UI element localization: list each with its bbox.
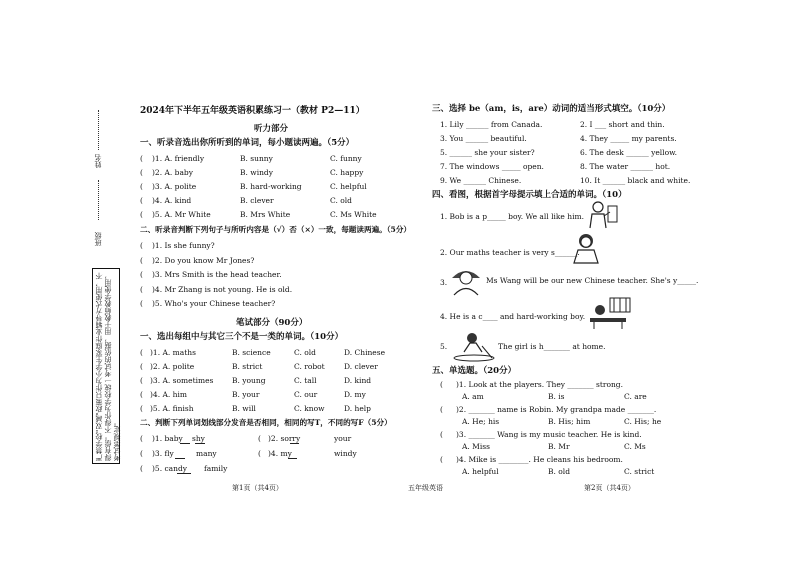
fill-item: 10. It ______ black and white. <box>580 176 691 185</box>
choice-b: B. His; him <box>548 417 591 426</box>
answer-paren: ( <box>258 434 261 443</box>
option-a: )4. A. him <box>150 390 187 399</box>
choice-b: B. old <box>548 467 570 476</box>
word: )4. my <box>268 449 292 458</box>
picture-sentence-num: 3. <box>440 278 448 287</box>
choice-b: B. is <box>548 392 565 401</box>
fill-item: 3. You ______ beautiful. <box>440 134 527 143</box>
question-stem: )3. _______ Wang is my music teacher. He is kind. <box>456 430 642 439</box>
answer-paren: ( <box>140 449 143 458</box>
option-d: D. clever <box>344 362 378 371</box>
option-b: B. sunny <box>240 154 273 163</box>
word: )5. candy <box>152 464 188 473</box>
option-c: C. old <box>294 348 316 357</box>
section4-heading: 二、判断下列单词划线部分发音是否相同，相同的写T，不同的写F（5分） <box>140 418 392 427</box>
answer-paren: ( <box>140 210 143 219</box>
option-c: C. our <box>294 390 318 399</box>
word: )2. sorry <box>268 434 301 443</box>
fill-item: 8. The water ______ hot. <box>580 162 671 171</box>
answer-paren: ( <box>440 430 443 439</box>
name-line <box>98 110 99 150</box>
option-b: B. windy <box>240 168 273 177</box>
option-a: )5. A. finish <box>150 404 194 413</box>
answer-paren: ( <box>140 376 143 385</box>
picture-sentence: 1. Bob is a p_____ boy. We all like him. <box>440 212 584 221</box>
answer-paren: ( <box>440 380 443 389</box>
option-a: )3. A. polite <box>152 182 197 191</box>
option-a: )1. A. maths <box>150 348 196 357</box>
option-c: C. helpful <box>330 182 367 191</box>
compare-word: many <box>196 449 217 458</box>
underline <box>177 473 191 474</box>
underline <box>288 458 297 459</box>
section5-heading: 三、选择 be（am，is，are）动词的适当形式填空。（10分） <box>432 104 671 114</box>
section3-heading: 一、选出每组中与其它三个不是一类的单词。（10分） <box>140 332 344 342</box>
written-heading: 笔试部分（90分） <box>236 318 308 328</box>
boy-desk-icon <box>588 296 632 330</box>
page-title: 2024年下半年五年级英语积累练习一（教材 P2—11） <box>140 106 365 116</box>
option-c: C. funny <box>330 154 362 163</box>
fill-item: 4. They _____ my parents. <box>580 134 677 143</box>
answer-paren: ( <box>140 270 143 279</box>
question-stem: )1. Look at the players. They _______ strong. <box>456 380 623 389</box>
boy-icon <box>584 200 618 230</box>
answer-paren: ( <box>140 154 143 163</box>
answer-paren: ( <box>140 241 143 250</box>
teacher-icon <box>570 232 604 264</box>
answer-paren: ( <box>140 168 143 177</box>
option-a: )2. A. polite <box>150 362 195 371</box>
picture-sentence-num: 5. <box>440 342 448 351</box>
underline <box>180 443 190 444</box>
answer-paren: ( <box>140 182 143 191</box>
statement: )2. Do you know Mr Jones? <box>152 256 255 265</box>
picture-sentence: 4. He is a c____ and hard-working boy. <box>440 312 586 321</box>
choice-c: C. are <box>624 392 647 401</box>
option-a: )5. A. Mr White <box>152 210 211 219</box>
question-stem: )2. _______ name is Robin. My grandpa made _______. <box>456 405 657 414</box>
option-b: B. clever <box>240 196 274 205</box>
picture-sentence: The girl is h_______ at home. <box>498 342 606 351</box>
picture-sentence: Ms Wang will be our new Chinese teacher. She's y_____. <box>486 276 699 285</box>
option-c: C. Ms White <box>330 210 377 219</box>
section2-heading: 二、听录音判断下列句子与所听内容是（√）否（×）一致，每题读两遍。（5分） <box>140 225 412 234</box>
fill-item: 1. Lily ______ from Canada. <box>440 120 543 129</box>
option-b: B. will <box>232 404 256 413</box>
answer-paren: ( <box>140 464 143 473</box>
choice-a: A. Miss <box>462 442 490 451</box>
section1-heading: 一、听录音选出你所听到的单词，每小题读两遍。（5分） <box>140 138 355 148</box>
page-footer-right: 第2页（共4页） <box>584 484 635 492</box>
option-d: D. Chinese <box>344 348 386 357</box>
compare-word: shy <box>192 434 205 443</box>
page-footer-center: 五年级英语 <box>408 484 443 492</box>
underline <box>175 458 185 459</box>
question-stem: )4. Mike is ________. He cleans his bedroom. <box>456 455 623 464</box>
option-c: C. old <box>330 196 352 205</box>
fill-item: 5. ______ she your sister? <box>440 148 535 157</box>
answer-paren: ( <box>140 196 143 205</box>
woman-icon <box>448 266 484 296</box>
notice-text: 严禁学校"双减"政策只作为小学生家庭作业辅导方式使用，不得有偿。不得作为学校统一考试的依据，用于教师教学使用，考试类规定。 <box>95 272 121 461</box>
girl-cleaning-icon <box>452 330 496 362</box>
option-b: B. young <box>232 376 266 385</box>
option-c: C. robot <box>294 362 325 371</box>
fill-item: 6. The desk ______ yellow. <box>580 148 677 157</box>
option-c: C. know <box>294 404 325 413</box>
choice-b: B. Mr <box>548 442 570 451</box>
option-d: D. help <box>344 404 371 413</box>
option-b: B. science <box>232 348 271 357</box>
answer-paren: ( <box>140 256 143 265</box>
option-d: D. kind <box>344 376 372 385</box>
word: )1. baby <box>152 434 183 443</box>
option-a: )2. A. baby <box>152 168 193 177</box>
option-b: B. strict <box>232 362 263 371</box>
compare-word: family <box>204 464 228 473</box>
option-c: C. happy <box>330 168 364 177</box>
choice-c: C. His; he <box>624 417 662 426</box>
choice-a: A. am <box>462 392 484 401</box>
statement: )4. Mr Zhang is not young. He is old. <box>152 285 293 294</box>
page-footer-left: 第1页（共4页） <box>232 484 283 492</box>
notice-box <box>92 268 120 464</box>
option-a: )1. A. friendly <box>152 154 205 163</box>
compare-word: windy <box>334 449 357 458</box>
name-label: 姓名 <box>94 154 102 168</box>
answer-paren: ( <box>140 362 143 371</box>
option-c: C. tall <box>294 376 317 385</box>
option-a: )3. A. sometimes <box>150 376 214 385</box>
statement: )3. Mrs Smith is the head teacher. <box>152 270 282 279</box>
name-line-lower <box>98 180 99 220</box>
compare-word: your <box>334 434 352 443</box>
fill-item: 2. I ___ short and thin. <box>580 120 665 129</box>
option-b: B. your <box>232 390 260 399</box>
option-b: B. hard-working <box>240 182 302 191</box>
answer-paren: ( <box>440 455 443 464</box>
section7-heading: 五、单选题。（20分） <box>432 366 517 376</box>
answer-paren: ( <box>140 390 143 399</box>
section6-heading: 四、看图，根据首字母提示填上合适的单词。（10） <box>432 190 627 200</box>
answer-paren: ( <box>140 404 143 413</box>
option-a: )4. A. kind <box>152 196 192 205</box>
listening-heading: 听力部分 <box>254 124 289 134</box>
option-d: D. my <box>344 390 366 399</box>
choice-a: A. He; his <box>462 417 500 426</box>
class-label: 班级 <box>94 232 102 246</box>
answer-paren: ( <box>140 285 143 294</box>
fill-item: 9. We ______ Chinese. <box>440 176 522 185</box>
option-b: B. Mrs White <box>240 210 291 219</box>
answer-paren: ( <box>140 348 143 357</box>
statement: )1. Is she funny? <box>152 241 215 250</box>
underline <box>195 443 205 444</box>
word: )3. fly <box>152 449 174 458</box>
choice-a: A. helpful <box>462 467 499 476</box>
choice-c: C. Ms <box>624 442 646 451</box>
answer-paren: ( <box>140 299 143 308</box>
picture-sentence: 2. Our maths teacher is very s______. <box>440 248 580 257</box>
fill-item: 7. The windows _____ open. <box>440 162 544 171</box>
answer-paren: ( <box>140 434 143 443</box>
answer-paren: ( <box>258 449 261 458</box>
statement: )5. Who's your Chinese teacher? <box>152 299 276 308</box>
choice-c: C. strict <box>624 467 655 476</box>
answer-paren: ( <box>440 405 443 414</box>
underline <box>290 443 299 444</box>
